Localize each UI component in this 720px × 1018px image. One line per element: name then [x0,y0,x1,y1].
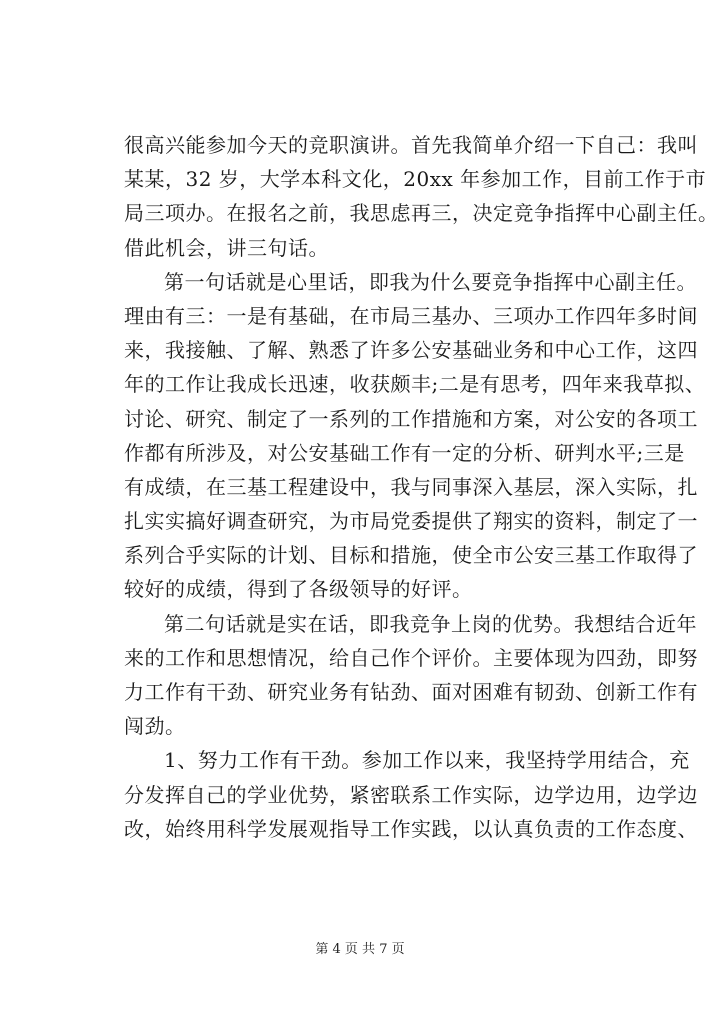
text-line: 力工作有干劲、研究业务有钻劲、面对困难有韧劲、创新工作有 [124,680,698,704]
text-line: 讨论、研究、制定了一系列的工作措施和方案，对公安的各项工 [124,406,698,431]
text-line: 第二句话就是实在话，即我竞争上岗的优势。我想结合近年 [164,611,697,636]
text-line: 借此机会，讲三句话。 [124,235,329,260]
text-line: 有成绩，在三基工程建设中，我与同事深入基层，深入实际，扎 [124,474,698,499]
text-line: 理由有三：一是有基础，在市局三基办、三项办工作四年多时间 [124,303,698,328]
text-line: 很高兴能参加今天的竞职演讲。首先我简单介绍一下自己：我叫 [124,133,698,157]
text-line: 闯劲。 [124,714,186,739]
text-line: 第一句话就是心里话，即我为什么要竞争指挥中心副主任。 [164,269,697,294]
text-line: 1、努力工作有干劲。参加工作以来，我坚持学用结合，充 [164,748,690,773]
text-line: 分发挥自己的学业优势，紧密联系工作实际，边学边用，边学边 [124,782,698,807]
text-line: 改，始终用科学发展观指导工作实践，以认真负责的工作态度、 [124,816,698,841]
text-line: 局三项办。在报名之前，我思虑再三，决定竞争指挥中心副主任。 [124,201,719,226]
text-line: 来的工作和思想情况，给自己作个评价。主要体现为四劲，即努 [124,645,698,670]
text-line: 年的工作让我成长迅速，收获颇丰;二是有思考，四年来我草拟、 [124,372,706,397]
text-line: 系列合乎实际的计划、目标和措施，使全市公安三基工作取得了 [124,543,698,568]
text-line: 作都有所涉及，对公安基础工作有一定的分析、研判水平;三是 [124,440,685,465]
document-body [124,128,719,846]
page-footer: 第 4 页 共 7 页 [315,942,405,957]
text-line: 来，我接触、了解、熟悉了许多公安基础业务和中心工作，这四 [124,338,698,363]
text-line: 某某，32 岁，大学本科文化，20xx 年参加工作，目前工作于市 [124,167,707,192]
text-line: 较好的成绩，得到了各级领导的好评。 [124,577,473,602]
text-line: 扎实实搞好调查研究，为市局党委提供了翔实的资料，制定了一 [124,509,698,534]
